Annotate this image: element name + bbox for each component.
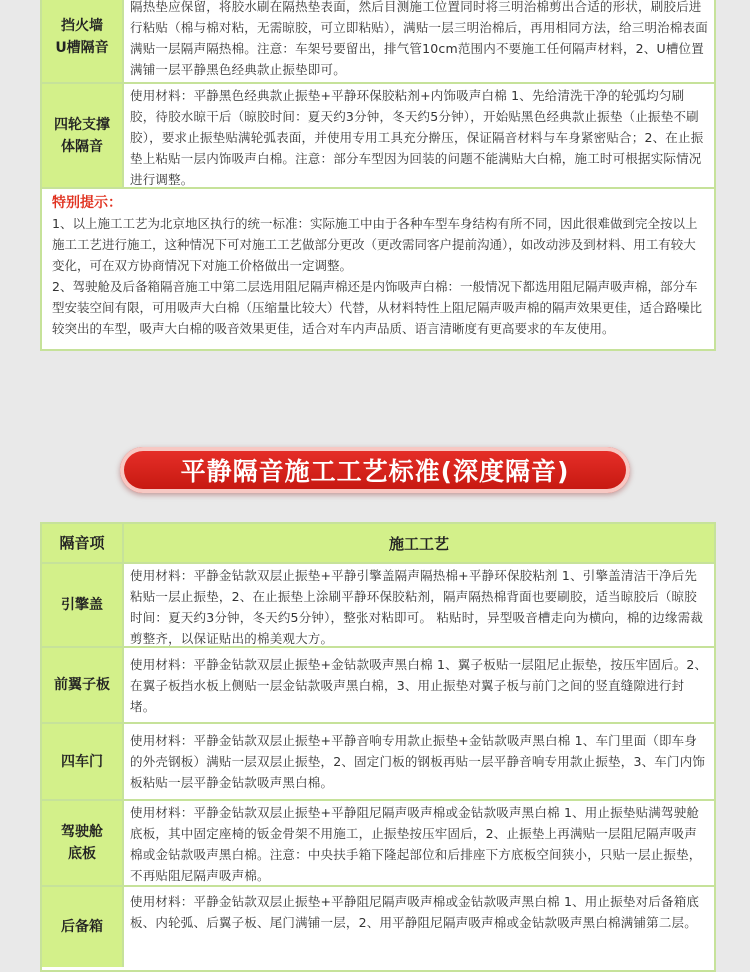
table-row: [42, 648, 714, 724]
deep-process-table: [40, 522, 716, 972]
row-text: 使用材料：平静黑色经典款止振垫+平静环保胶粘剂+内饰吸声白棉 1、先给清洗干净的轮弧均匀刷胶，待胶水晾干后（晾胶时间：夏天约3分钟，冬天约5分钟），开始贴黑色经典款止振垫（止振垫不刷胶），要求止振垫贴满轮弧表面，并使用专用工具充分擀压，保证隔音材料与车身紧密贴合；2、在止振垫上粘贴一层内饰吸声白棉。注意：部分车型因为回装的问题不能满贴大白棉，施工时可根据实际情况进行调整。: [130, 88, 704, 187]
row-label: 四轮支撑 体隔音: [42, 84, 124, 187]
note-paragraph-1: 1、以上施工工艺为北京地区执行的统一标准：实际施工中由于各种车型车身结构有所不同，因此很难做到完全按以上施工工艺进行施工，这种情况下可对施工工艺做部分更改（更改需同客户提前沟通），如改动涉及到材料、用工有较大变化，可在双方协商情况下对施工价格做出一定调整。: [52, 216, 698, 273]
row-text: 使用材料：平静金钻款双层止振垫+平静阻尼隔声吸声棉或金钻款吸声黑白棉 1、用止振垫对后备箱底板、内轮弧、后翼子板、尾门满铺一层，2、用平静阻尼隔声吸声棉或金钻款吸声黑白棉满铺第二层。: [130, 894, 700, 930]
row-text: 隔热垫应保留，将胶水刷在隔热垫表面，然后目测施工位置同时将三明治棉剪出合适的形状，刷胶后进行粘贴（棉与棉对粘，无需晾胶，可立即粘贴），满贴一层三明治棉后，再用相同方法，给三明治棉表面满贴一层隔声隔热棉。注意：车架号要留出，排气管10cm范围内不要施工任何隔声材料，2、U槽位置满铺一层平静黑色经典款止振垫即可。: [130, 0, 708, 77]
table-row: [42, 724, 714, 801]
row-text: 使用材料：平静金钻款双层止振垫+平静阻尼隔声吸声棉或金钻款吸声黑白棉 1、用止振垫贴满驾驶舱底板，其中固定座椅的钣金骨架不用施工，止振垫按压牢固后，2、止振垫上再满贴一层阻尼隔声吸声棉或金钻款吸声黑白棉。注意：中央扶手箱下隆起部位和后排座下方底板空间狭小，只贴一层止振垫，不再贴阻尼隔声吸声棉。: [130, 805, 702, 883]
table-row: [42, 887, 714, 967]
table-row: [42, 564, 714, 648]
header-col-item: 隔音项: [42, 524, 124, 562]
row-label: 后备箱: [42, 887, 124, 967]
table-row: [42, 84, 714, 189]
row-text: 使用材料：平静金钻款双层止振垫+金钻款吸声黑白棉 1、翼子板贴一层阻尼止振垫，按压牢固后。2、在翼子板挡水板上侧贴一层金钻款吸声黑白棉，3、用止振垫对翼子板与前门之间的竖直缝隙进行封堵。: [130, 657, 708, 714]
row-label: 驾驶舱 底板: [42, 801, 124, 885]
row-text: 使用材料：平静金钻款双层止振垫+平静音响专用款止振垫+金钻款吸声黑白棉 1、车门里面（即车身的外壳钢板）满贴一层双层止振垫，2、固定门板的钢板再贴一层平静音响专用款止振垫，3、车门内饰板粘贴一层平静金钻款吸声黑白棉。: [130, 733, 706, 790]
row-label: 四车门: [42, 724, 124, 799]
note-title: 特别提示：: [52, 195, 122, 211]
row-label: 引擎盖: [42, 564, 124, 646]
row-label: 挡火墙 U槽隔音: [42, 0, 124, 82]
header-col-process: 施工工艺: [388, 534, 449, 553]
top-process-table: [40, 0, 716, 351]
banner-title: 平静隔音施工工艺标准(深度隔音): [180, 457, 570, 486]
note-paragraph-2: 2、驾驶舱及后备箱隔音施工中第二层选用阻尼隔声棉还是内饰吸声白棉：一般情况下都选用阻尼隔声吸声棉，部分车型安装空间有限，可用吸声大白棉（压缩量比较大）代替，从材料特性上阻尼隔声吸声棉的隔声效果更佳，适合路噪比较突出的车型，吸声大白棉的吸音效果更佳，适合对车内声品质、语言清晰度有更高要求的车友使用。: [52, 279, 703, 336]
row-label: 前翼子板: [42, 648, 124, 722]
table-row: [42, 0, 714, 84]
row-text: 使用材料：平静金钻款双层止振垫+平静引擎盖隔声隔热棉+平静环保胶粘剂 1、引擎盖清洁干净后先粘贴一层止振垫，2、在止振垫上涂刷平静环保胶粘剂，隔声隔热棉背面也要刷胶，适当晾胶后（晾胶时间：夏天约3分钟，冬天约5分钟），整张对粘即可。 粘贴时，异型吸音槽走向为横向，棉的边缘需裁剪整齐，以保证贴出的棉美观大方。: [130, 568, 704, 646]
table-row: [42, 801, 714, 887]
table-header: [42, 524, 714, 564]
special-note: [42, 189, 714, 349]
section-banner: [120, 447, 630, 493]
